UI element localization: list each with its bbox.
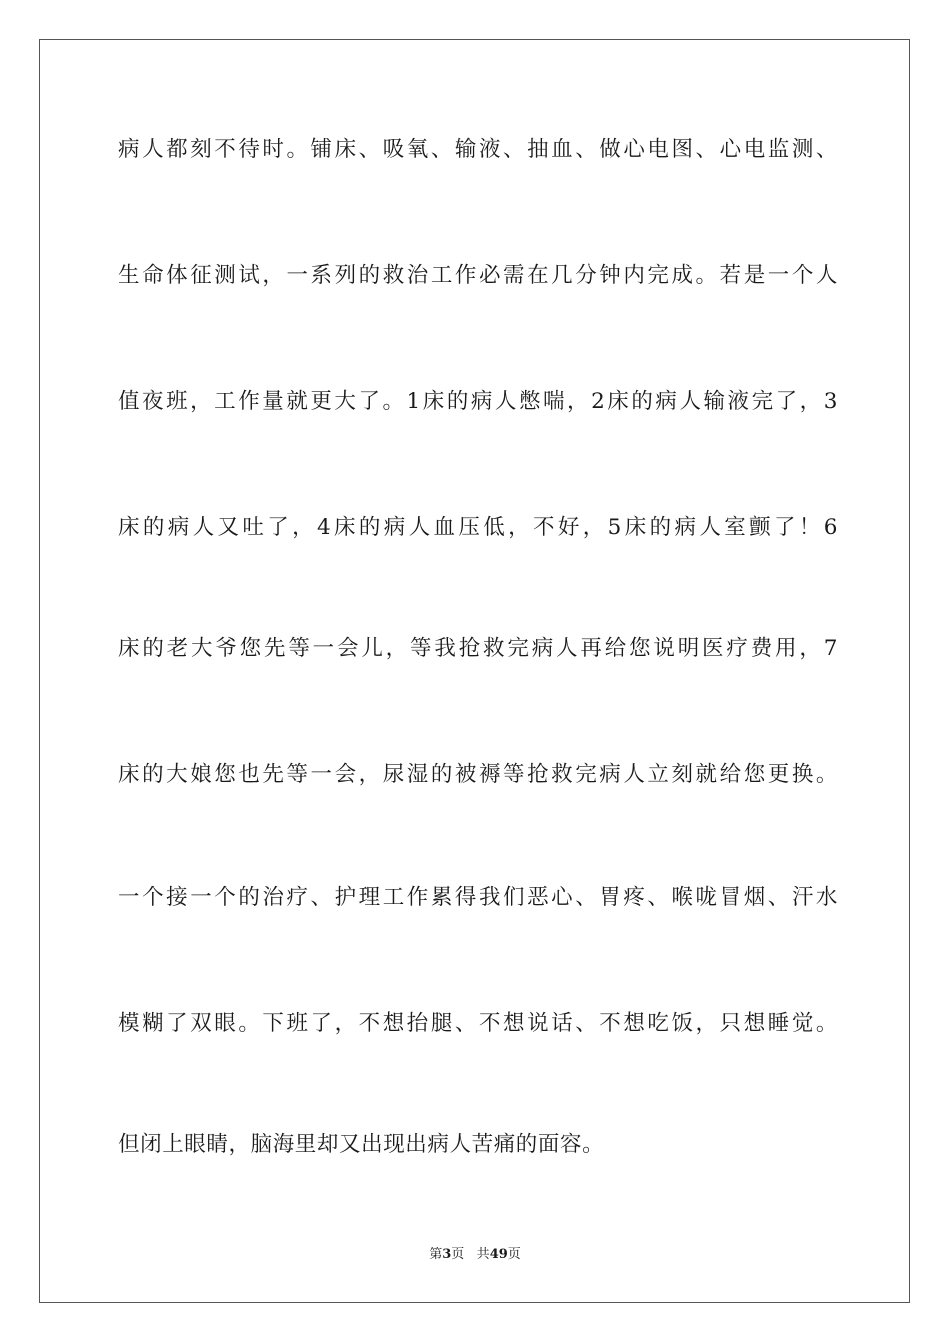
paragraph-line: 床的大娘您也先等一会，尿湿的被褥等抢救完病人立刻就给您更换。 bbox=[118, 762, 838, 787]
paragraph-line: 一个接一个的治疗、护理工作累得我们恶心、胃疼、喉咙冒烟、汗水 bbox=[118, 885, 838, 910]
paragraph-line: 生命体征测试，一系列的救治工作必需在几分钟内完成。若是一个人 bbox=[118, 263, 838, 288]
paragraph-line: 但闭上眼睛，脑海里却又出现出病人苦痛的面容。 bbox=[118, 1132, 605, 1157]
paragraph-line: 病人都刻不待时。铺床、吸氧、输液、抽血、做心电图、心电监测、 bbox=[118, 137, 838, 162]
total-pages: 49 bbox=[489, 1247, 508, 1262]
paragraph-line: 模糊了双眼。下班了，不想抬腿、不想说话、不想吃饭，只想睡觉。 bbox=[118, 1011, 838, 1036]
page-number: 3 bbox=[442, 1247, 452, 1262]
page-border bbox=[39, 39, 910, 1303]
paragraph-line: 床的病人又吐了，4床的病人血压低，不好，5床的病人室颤了！6 bbox=[118, 515, 838, 540]
paragraph-line: 床的老大爷您先等一会儿，等我抢救完病人再给您说明医疗费用，7 bbox=[118, 636, 838, 661]
page-suffix: 页 bbox=[451, 1247, 465, 1262]
total-suffix: 页 bbox=[507, 1247, 521, 1262]
total-prefix: 共 bbox=[476, 1247, 490, 1262]
page-prefix: 第 bbox=[429, 1247, 443, 1262]
paragraph-line: 值夜班，工作量就更大了。1床的病人憋喘，2床的病人输液完了，3 bbox=[118, 389, 838, 414]
page-footer bbox=[0, 1246, 950, 1264]
